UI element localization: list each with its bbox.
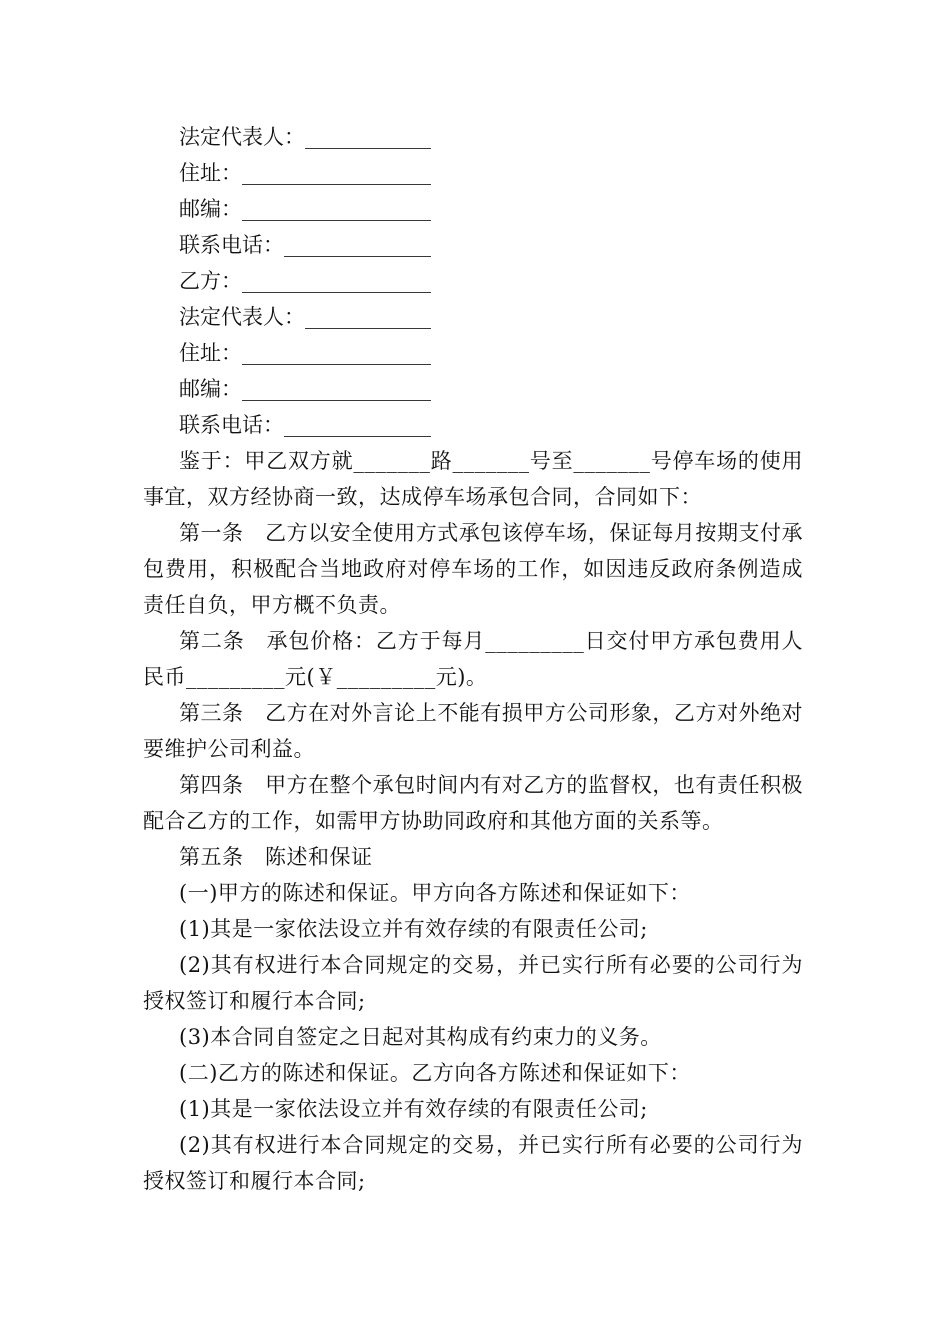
field-label: 邮编：	[179, 377, 242, 401]
field-label: 联系电话：	[179, 233, 284, 257]
field-label: 住址：	[179, 161, 242, 185]
party-b-warranty-item-2: (2)其有权进行本合同规定的交易，并已实行所有必要的公司行为授权签订和履行本合同;	[143, 1133, 803, 1193]
party-a-warranty-item-3: (3)本合同自签定之日起对其构成有约束力的义务。	[179, 1025, 662, 1049]
fill-blank: ______________	[284, 233, 431, 257]
party-a-legal-rep-line	[143, 119, 803, 155]
article-1: 第一条 乙方以安全使用方式承包该停车场，保证每月按期支付承包费用，积极配合当地政府对停车场的工作，如因违反政府条例造成责任自负，甲方概不负责。	[143, 521, 803, 617]
party-b-phone-line	[143, 407, 803, 443]
party-b-postcode-line	[143, 371, 803, 407]
article-4: 第四条 甲方在整个承包时间内有对乙方的监督权，也有责任积极配合乙方的工作，如需甲方协助同政府和其他方面的关系等。	[143, 773, 803, 833]
fill-blank: __________________	[242, 269, 431, 293]
party-b-warranty-item-1: (1)其是一家依法设立并有效存续的有限责任公司;	[179, 1097, 648, 1121]
party-b-legal-rep-line	[143, 299, 803, 335]
party-b-address-line	[143, 335, 803, 371]
fill-blank: __________________	[242, 197, 431, 221]
field-label: 联系电话：	[179, 413, 284, 437]
field-label: 乙方：	[179, 269, 242, 293]
article-3: 第三条 乙方在对外言论上不能有损甲方公司形象，乙方对外绝对要维护公司利益。	[143, 701, 803, 761]
field-label: 法定代表人：	[179, 305, 305, 329]
article-2: 第二条 承包价格：乙方于每月_________日交付甲方承包费用人民币_________元(￥_________元)。	[143, 629, 803, 689]
fill-blank: __________________	[242, 341, 431, 365]
article-5-heading: 第五条 陈述和保证	[179, 845, 373, 869]
field-label: 邮编：	[179, 197, 242, 221]
party-b-warranty-heading: (二)乙方的陈述和保证。乙方向各方陈述和保证如下：	[179, 1061, 691, 1085]
contract-body	[143, 119, 803, 1199]
fill-blank: __________________	[242, 161, 431, 185]
preamble-paragraph: 鉴于：甲乙双方就_______路_______号至_______号停车场的使用事宜，双方经协商一致，达成停车场承包合同，合同如下：	[143, 449, 803, 509]
party-a-address-line	[143, 155, 803, 191]
fill-blank: __________________	[242, 377, 431, 401]
party-a-postcode-line	[143, 191, 803, 227]
fill-blank: ____________	[305, 125, 431, 149]
party-a-phone-line	[143, 227, 803, 263]
field-label: 住址：	[179, 341, 242, 365]
party-a-warranty-item-1: (1)其是一家依法设立并有效存续的有限责任公司;	[179, 917, 648, 941]
field-label: 法定代表人：	[179, 125, 305, 149]
fill-blank: ____________	[305, 305, 431, 329]
party-a-warranty-item-2: (2)其有权进行本合同规定的交易，并已实行所有必要的公司行为授权签订和履行本合同;	[143, 953, 803, 1013]
party-a-warranty-heading: (一)甲方的陈述和保证。甲方向各方陈述和保证如下：	[179, 881, 691, 905]
fill-blank: ______________	[284, 413, 431, 437]
party-b-name-line	[143, 263, 803, 299]
